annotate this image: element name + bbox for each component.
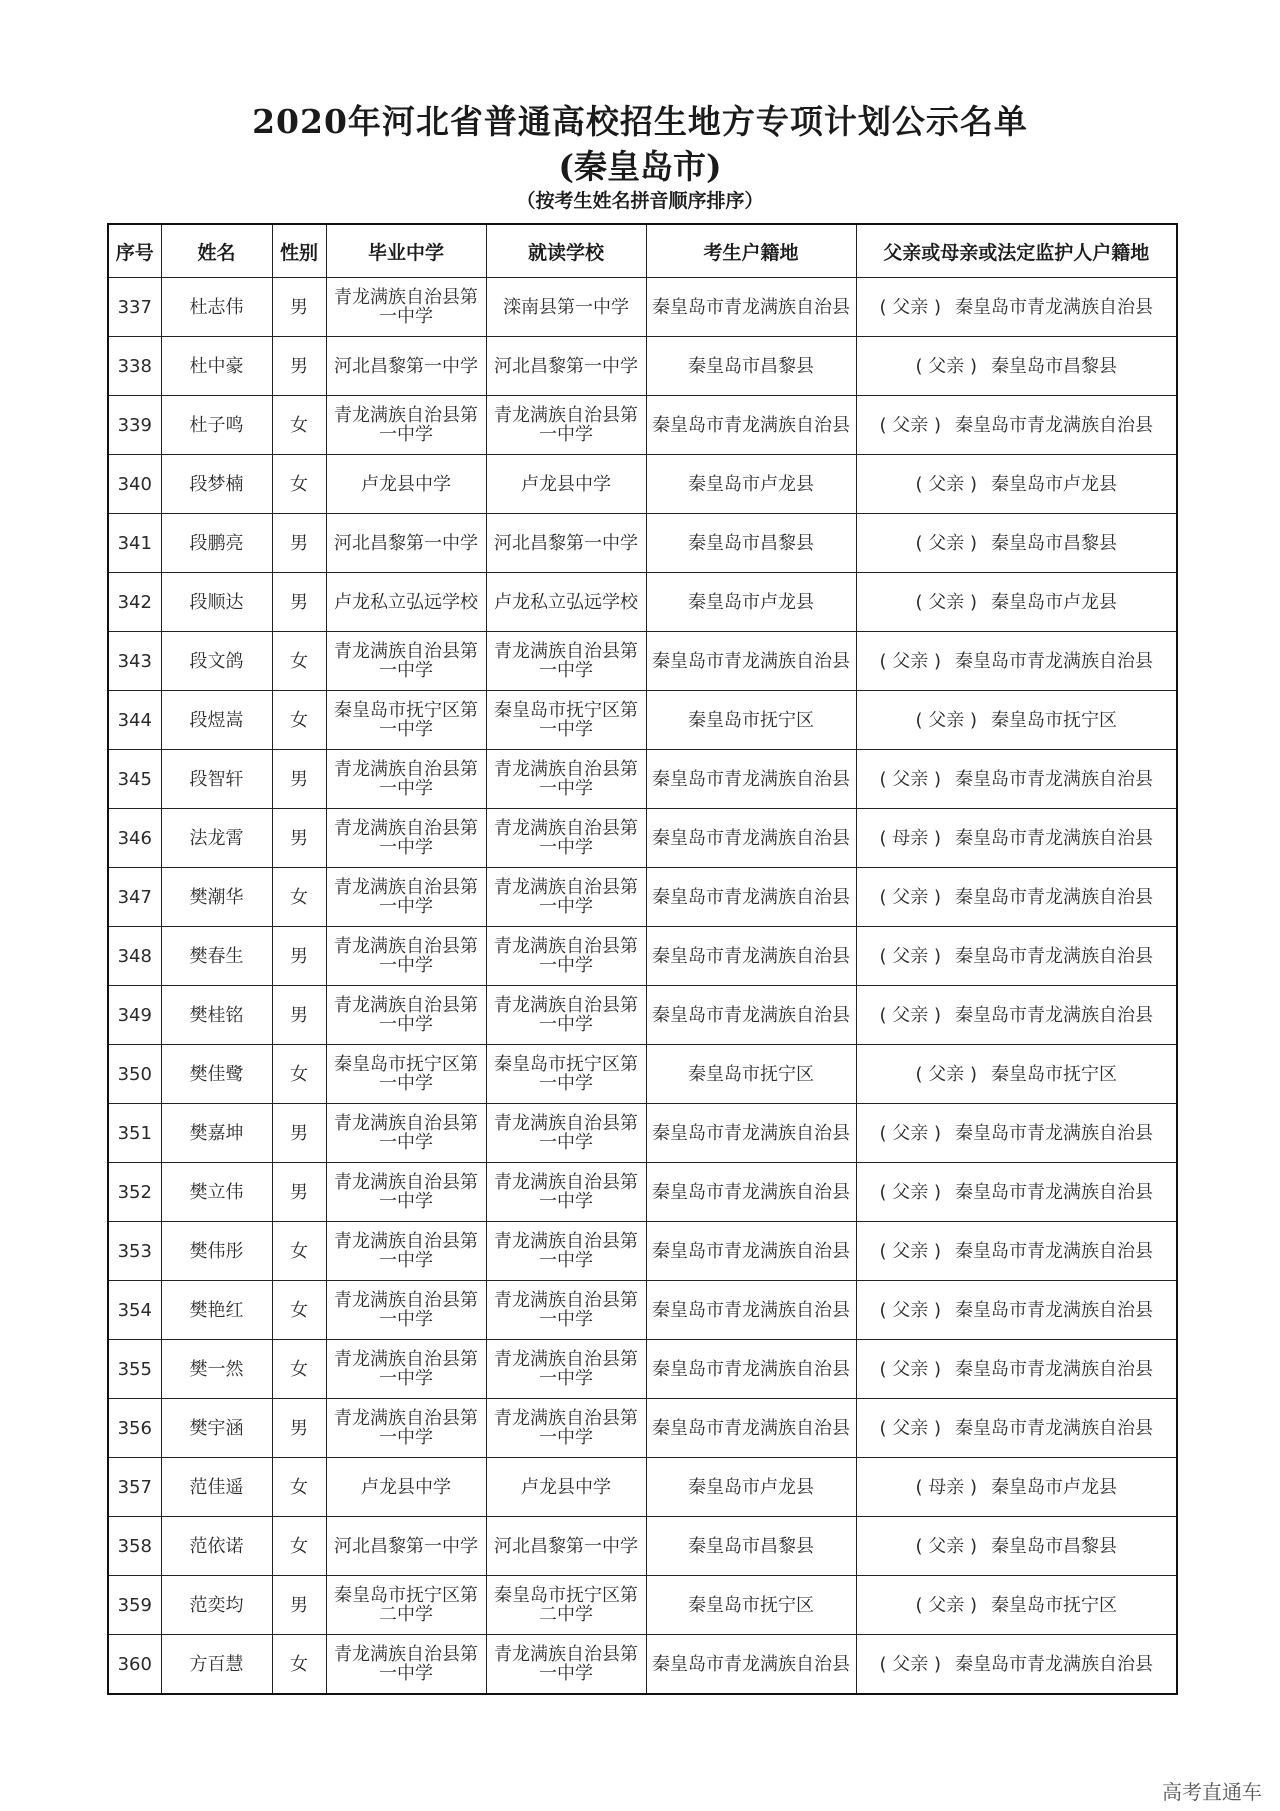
cell-name: 范依诺 xyxy=(161,1517,272,1576)
document-title: 2020年河北省普通高校招生地方专项计划公示名单 xyxy=(252,102,1028,141)
table-row xyxy=(108,1458,1177,1517)
cell-residence: 秦皇岛市青龙满族自治县 xyxy=(646,868,856,927)
cell-name: 樊伟彤 xyxy=(161,1222,272,1281)
guardian-residence: 秦皇岛市昌黎县 xyxy=(991,355,1117,377)
cell-residence: 秦皇岛市抚宁区 xyxy=(646,1045,856,1104)
cell-guardian xyxy=(856,1576,1177,1635)
cell-no: 350 xyxy=(108,1045,161,1104)
cell-grad-school: 青龙满族自治县第一中学 xyxy=(326,396,486,455)
cell-residence: 秦皇岛市青龙满族自治县 xyxy=(646,1399,856,1458)
header-guardian-residence: 父亲或母亲或法定监护人户籍地 xyxy=(856,224,1177,278)
table-row xyxy=(108,986,1177,1045)
guardian-residence: 秦皇岛市青龙满族自治县 xyxy=(955,414,1153,436)
guardian-relation: ( 父亲 ) xyxy=(879,414,941,436)
cell-no: 343 xyxy=(108,632,161,691)
cell-residence: 秦皇岛市青龙满族自治县 xyxy=(646,1222,856,1281)
guardian-residence: 秦皇岛市青龙满族自治县 xyxy=(955,768,1153,790)
table-row xyxy=(108,1281,1177,1340)
cell-gender: 女 xyxy=(272,396,326,455)
cell-guardian xyxy=(856,396,1177,455)
guardian-residence: 秦皇岛市昌黎县 xyxy=(991,1535,1117,1557)
cell-residence: 秦皇岛市青龙满族自治县 xyxy=(646,396,856,455)
cell-grad-school: 卢龙县中学 xyxy=(326,455,486,514)
cell-gender: 男 xyxy=(272,337,326,396)
document-subtitle: (秦皇岛市) xyxy=(558,147,722,186)
cell-no: 359 xyxy=(108,1576,161,1635)
table-row xyxy=(108,750,1177,809)
guardian-relation: ( 父亲 ) xyxy=(915,532,977,554)
table-row xyxy=(108,396,1177,455)
guardian-residence: 秦皇岛市青龙满族自治县 xyxy=(955,1653,1153,1675)
cell-grad-school: 青龙满族自治县第一中学 xyxy=(326,1281,486,1340)
cell-grad-school: 青龙满族自治县第一中学 xyxy=(326,1163,486,1222)
cell-grad-school: 卢龙私立弘远学校 xyxy=(326,573,486,632)
header-school: 就读学校 xyxy=(486,224,646,278)
guardian-residence: 秦皇岛市抚宁区 xyxy=(991,709,1117,731)
guardian-relation: ( 父亲 ) xyxy=(879,945,941,967)
cell-residence: 秦皇岛市青龙满族自治县 xyxy=(646,809,856,868)
cell-name: 段梦楠 xyxy=(161,455,272,514)
cell-grad-school: 青龙满族自治县第一中学 xyxy=(326,278,486,337)
guardian-residence: 秦皇岛市卢龙县 xyxy=(991,1476,1117,1498)
cell-school: 滦南县第一中学 xyxy=(486,278,646,337)
cell-grad-school: 河北昌黎第一中学 xyxy=(326,514,486,573)
cell-guardian xyxy=(856,691,1177,750)
cell-grad-school: 青龙满族自治县第一中学 xyxy=(326,1399,486,1458)
cell-name: 范佳遥 xyxy=(161,1458,272,1517)
guardian-relation: ( 父亲 ) xyxy=(915,1535,977,1557)
cell-gender: 女 xyxy=(272,1458,326,1517)
table-row xyxy=(108,809,1177,868)
cell-gender: 男 xyxy=(272,1576,326,1635)
cell-gender: 男 xyxy=(272,1399,326,1458)
cell-school: 青龙满族自治县第一中学 xyxy=(486,1340,646,1399)
cell-gender: 女 xyxy=(272,1635,326,1695)
cell-no: 351 xyxy=(108,1104,161,1163)
cell-guardian xyxy=(856,868,1177,927)
cell-gender: 女 xyxy=(272,632,326,691)
guardian-relation: ( 父亲 ) xyxy=(879,1653,941,1675)
cell-residence: 秦皇岛市昌黎县 xyxy=(646,1517,856,1576)
table-row xyxy=(108,632,1177,691)
cell-no: 337 xyxy=(108,278,161,337)
cell-name: 段顺达 xyxy=(161,573,272,632)
cell-no: 352 xyxy=(108,1163,161,1222)
cell-guardian xyxy=(856,1163,1177,1222)
cell-name: 范奕均 xyxy=(161,1576,272,1635)
cell-name: 樊一然 xyxy=(161,1340,272,1399)
cell-residence: 秦皇岛市卢龙县 xyxy=(646,573,856,632)
cell-school: 秦皇岛市抚宁区第一中学 xyxy=(486,691,646,750)
cell-name: 樊立伟 xyxy=(161,1163,272,1222)
cell-guardian xyxy=(856,750,1177,809)
table-row xyxy=(108,514,1177,573)
cell-no: 349 xyxy=(108,986,161,1045)
cell-gender: 男 xyxy=(272,1104,326,1163)
cell-grad-school: 青龙满族自治县第一中学 xyxy=(326,1340,486,1399)
cell-guardian xyxy=(856,455,1177,514)
cell-school: 青龙满族自治县第一中学 xyxy=(486,1281,646,1340)
cell-gender: 女 xyxy=(272,1281,326,1340)
table-row xyxy=(108,337,1177,396)
cell-guardian xyxy=(856,278,1177,337)
cell-name: 樊宇涵 xyxy=(161,1399,272,1458)
cell-guardian xyxy=(856,1458,1177,1517)
table-row xyxy=(108,1576,1177,1635)
table-row xyxy=(108,1399,1177,1458)
cell-residence: 秦皇岛市青龙满族自治县 xyxy=(646,278,856,337)
guardian-relation: ( 父亲 ) xyxy=(879,1181,941,1203)
cell-gender: 男 xyxy=(272,809,326,868)
cell-residence: 秦皇岛市青龙满族自治县 xyxy=(646,750,856,809)
table-row xyxy=(108,1517,1177,1576)
table-body xyxy=(108,278,1177,1695)
sort-note: （按考生姓名拼音顺序排序） xyxy=(516,190,764,212)
cell-gender: 女 xyxy=(272,1340,326,1399)
cell-school: 卢龙县中学 xyxy=(486,1458,646,1517)
cell-name: 杜子鸣 xyxy=(161,396,272,455)
cell-school: 青龙满族自治县第一中学 xyxy=(486,986,646,1045)
guardian-relation: ( 父亲 ) xyxy=(915,1594,977,1616)
cell-guardian xyxy=(856,1517,1177,1576)
guardian-residence: 秦皇岛市抚宁区 xyxy=(991,1594,1117,1616)
table-row xyxy=(108,691,1177,750)
cell-gender: 男 xyxy=(272,573,326,632)
cell-residence: 秦皇岛市青龙满族自治县 xyxy=(646,1104,856,1163)
cell-name: 樊佳鹭 xyxy=(161,1045,272,1104)
table-header-row xyxy=(108,224,1177,278)
cell-guardian xyxy=(856,573,1177,632)
cell-name: 段煜嵩 xyxy=(161,691,272,750)
cell-grad-school: 青龙满族自治县第一中学 xyxy=(326,1635,486,1695)
guardian-residence: 秦皇岛市青龙满族自治县 xyxy=(955,827,1153,849)
guardian-residence: 秦皇岛市青龙满族自治县 xyxy=(955,1181,1153,1203)
cell-no: 353 xyxy=(108,1222,161,1281)
cell-residence: 秦皇岛市青龙满族自治县 xyxy=(646,986,856,1045)
cell-residence: 秦皇岛市青龙满族自治县 xyxy=(646,632,856,691)
cell-grad-school: 青龙满族自治县第一中学 xyxy=(326,632,486,691)
cell-guardian xyxy=(856,1045,1177,1104)
guardian-residence: 秦皇岛市青龙满族自治县 xyxy=(955,1299,1153,1321)
cell-guardian xyxy=(856,337,1177,396)
cell-school: 河北昌黎第一中学 xyxy=(486,337,646,396)
cell-residence: 秦皇岛市卢龙县 xyxy=(646,455,856,514)
cell-no: 342 xyxy=(108,573,161,632)
cell-no: 344 xyxy=(108,691,161,750)
cell-no: 340 xyxy=(108,455,161,514)
cell-guardian xyxy=(856,1399,1177,1458)
guardian-residence: 秦皇岛市昌黎县 xyxy=(991,532,1117,554)
guardian-residence: 秦皇岛市青龙满族自治县 xyxy=(955,1358,1153,1380)
cell-name: 樊潮华 xyxy=(161,868,272,927)
cell-gender: 男 xyxy=(272,278,326,337)
guardian-relation: ( 父亲 ) xyxy=(879,1004,941,1026)
cell-grad-school: 青龙满族自治县第一中学 xyxy=(326,868,486,927)
cell-guardian xyxy=(856,1340,1177,1399)
table-row xyxy=(108,868,1177,927)
cell-residence: 秦皇岛市昌黎县 xyxy=(646,337,856,396)
guardian-residence: 秦皇岛市青龙满族自治县 xyxy=(955,650,1153,672)
cell-name: 段鹏亮 xyxy=(161,514,272,573)
header-gender: 性别 xyxy=(272,224,326,278)
cell-grad-school: 秦皇岛市抚宁区第一中学 xyxy=(326,691,486,750)
cell-gender: 男 xyxy=(272,750,326,809)
cell-residence: 秦皇岛市抚宁区 xyxy=(646,691,856,750)
cell-school: 青龙满族自治县第一中学 xyxy=(486,750,646,809)
cell-guardian xyxy=(856,632,1177,691)
guardian-relation: ( 母亲 ) xyxy=(915,1476,977,1498)
header-residence: 考生户籍地 xyxy=(646,224,856,278)
cell-no: 360 xyxy=(108,1635,161,1695)
guardian-relation: ( 父亲 ) xyxy=(915,473,977,495)
guardian-residence: 秦皇岛市卢龙县 xyxy=(991,591,1117,613)
table-row xyxy=(108,455,1177,514)
cell-school: 秦皇岛市抚宁区第一中学 xyxy=(486,1045,646,1104)
header-grad-school: 毕业中学 xyxy=(326,224,486,278)
guardian-residence: 秦皇岛市青龙满族自治县 xyxy=(955,945,1153,967)
cell-school: 卢龙私立弘远学校 xyxy=(486,573,646,632)
guardian-residence: 秦皇岛市青龙满族自治县 xyxy=(955,1417,1153,1439)
cell-school: 卢龙县中学 xyxy=(486,455,646,514)
cell-name: 段文鸽 xyxy=(161,632,272,691)
guardian-relation: ( 父亲 ) xyxy=(879,296,941,318)
cell-school: 青龙满族自治县第一中学 xyxy=(486,396,646,455)
cell-no: 341 xyxy=(108,514,161,573)
guardian-residence: 秦皇岛市青龙满族自治县 xyxy=(955,1240,1153,1262)
cell-grad-school: 青龙满族自治县第一中学 xyxy=(326,809,486,868)
cell-name: 段智轩 xyxy=(161,750,272,809)
cell-residence: 秦皇岛市青龙满族自治县 xyxy=(646,1163,856,1222)
cell-grad-school: 河北昌黎第一中学 xyxy=(326,337,486,396)
cell-name: 樊春生 xyxy=(161,927,272,986)
cell-name: 法龙霄 xyxy=(161,809,272,868)
cell-residence: 秦皇岛市昌黎县 xyxy=(646,514,856,573)
guardian-relation: ( 父亲 ) xyxy=(879,1417,941,1439)
table-row xyxy=(108,278,1177,337)
table-row xyxy=(108,1163,1177,1222)
cell-school: 河北昌黎第一中学 xyxy=(486,514,646,573)
cell-gender: 男 xyxy=(272,986,326,1045)
cell-grad-school: 秦皇岛市抚宁区第一中学 xyxy=(326,1045,486,1104)
guardian-residence: 秦皇岛市抚宁区 xyxy=(991,1063,1117,1085)
cell-grad-school: 卢龙县中学 xyxy=(326,1458,486,1517)
guardian-relation: ( 父亲 ) xyxy=(915,591,977,613)
table-row xyxy=(108,1045,1177,1104)
cell-school: 青龙满族自治县第一中学 xyxy=(486,1635,646,1695)
table-row xyxy=(108,573,1177,632)
header-no: 序号 xyxy=(108,224,161,278)
roster-table xyxy=(107,223,1178,1695)
cell-gender: 女 xyxy=(272,691,326,750)
cell-school: 秦皇岛市抚宁区第二中学 xyxy=(486,1576,646,1635)
cell-no: 355 xyxy=(108,1340,161,1399)
guardian-relation: ( 父亲 ) xyxy=(879,886,941,908)
guardian-relation: ( 父亲 ) xyxy=(915,709,977,731)
cell-residence: 秦皇岛市青龙满族自治县 xyxy=(646,1340,856,1399)
cell-guardian xyxy=(856,1281,1177,1340)
cell-guardian xyxy=(856,514,1177,573)
cell-gender: 男 xyxy=(272,927,326,986)
cell-name: 方百慧 xyxy=(161,1635,272,1695)
guardian-residence: 秦皇岛市青龙满族自治县 xyxy=(955,1004,1153,1026)
cell-no: 357 xyxy=(108,1458,161,1517)
cell-name: 杜中豪 xyxy=(161,337,272,396)
cell-grad-school: 青龙满族自治县第一中学 xyxy=(326,986,486,1045)
cell-residence: 秦皇岛市青龙满族自治县 xyxy=(646,1281,856,1340)
table-row xyxy=(108,1635,1177,1695)
cell-guardian xyxy=(856,1635,1177,1695)
cell-no: 339 xyxy=(108,396,161,455)
cell-gender: 男 xyxy=(272,514,326,573)
cell-school: 青龙满族自治县第一中学 xyxy=(486,1399,646,1458)
cell-school: 青龙满族自治县第一中学 xyxy=(486,632,646,691)
cell-grad-school: 青龙满族自治县第一中学 xyxy=(326,927,486,986)
cell-name: 樊嘉坤 xyxy=(161,1104,272,1163)
cell-no: 347 xyxy=(108,868,161,927)
guardian-residence: 秦皇岛市卢龙县 xyxy=(991,473,1117,495)
guardian-residence: 秦皇岛市青龙满族自治县 xyxy=(955,296,1153,318)
cell-name: 樊艳红 xyxy=(161,1281,272,1340)
table-row xyxy=(108,1340,1177,1399)
cell-guardian xyxy=(856,986,1177,1045)
guardian-relation: ( 父亲 ) xyxy=(879,1122,941,1144)
cell-residence: 秦皇岛市抚宁区 xyxy=(646,1576,856,1635)
cell-school: 青龙满族自治县第一中学 xyxy=(486,1104,646,1163)
cell-gender: 女 xyxy=(272,1222,326,1281)
cell-gender: 女 xyxy=(272,455,326,514)
cell-school: 青龙满族自治县第一中学 xyxy=(486,809,646,868)
cell-gender: 女 xyxy=(272,1517,326,1576)
cell-residence: 秦皇岛市卢龙县 xyxy=(646,1458,856,1517)
cell-school: 青龙满族自治县第一中学 xyxy=(486,868,646,927)
cell-guardian xyxy=(856,1104,1177,1163)
cell-residence: 秦皇岛市青龙满族自治县 xyxy=(646,1635,856,1695)
guardian-relation: ( 父亲 ) xyxy=(879,768,941,790)
guardian-relation: ( 母亲 ) xyxy=(879,827,941,849)
guardian-residence: 秦皇岛市青龙满族自治县 xyxy=(955,1122,1153,1144)
cell-no: 356 xyxy=(108,1399,161,1458)
cell-school: 青龙满族自治县第一中学 xyxy=(486,1163,646,1222)
cell-name: 樊桂铭 xyxy=(161,986,272,1045)
cell-school: 青龙满族自治县第一中学 xyxy=(486,1222,646,1281)
cell-school: 河北昌黎第一中学 xyxy=(486,1517,646,1576)
header-name: 姓名 xyxy=(161,224,272,278)
guardian-relation: ( 父亲 ) xyxy=(879,1358,941,1380)
cell-guardian xyxy=(856,927,1177,986)
cell-grad-school: 青龙满族自治县第一中学 xyxy=(326,1104,486,1163)
cell-no: 346 xyxy=(108,809,161,868)
guardian-relation: ( 父亲 ) xyxy=(915,355,977,377)
cell-no: 358 xyxy=(108,1517,161,1576)
watermark: 高考直通车 xyxy=(1162,1780,1262,1804)
table-row xyxy=(108,1104,1177,1163)
cell-gender: 女 xyxy=(272,1045,326,1104)
table-row xyxy=(108,1222,1177,1281)
cell-grad-school: 秦皇岛市抚宁区第二中学 xyxy=(326,1576,486,1635)
cell-grad-school: 河北昌黎第一中学 xyxy=(326,1517,486,1576)
guardian-relation: ( 父亲 ) xyxy=(915,1063,977,1085)
cell-guardian xyxy=(856,809,1177,868)
guardian-relation: ( 父亲 ) xyxy=(879,1240,941,1262)
cell-no: 354 xyxy=(108,1281,161,1340)
guardian-relation: ( 父亲 ) xyxy=(879,650,941,672)
cell-grad-school: 青龙满族自治县第一中学 xyxy=(326,1222,486,1281)
cell-no: 345 xyxy=(108,750,161,809)
table-row xyxy=(108,927,1177,986)
cell-no: 338 xyxy=(108,337,161,396)
guardian-residence: 秦皇岛市青龙满族自治县 xyxy=(955,886,1153,908)
cell-school: 青龙满族自治县第一中学 xyxy=(486,927,646,986)
cell-gender: 女 xyxy=(272,868,326,927)
cell-guardian xyxy=(856,1222,1177,1281)
cell-name: 杜志伟 xyxy=(161,278,272,337)
cell-grad-school: 青龙满族自治县第一中学 xyxy=(326,750,486,809)
guardian-relation: ( 父亲 ) xyxy=(879,1299,941,1321)
cell-no: 348 xyxy=(108,927,161,986)
cell-gender: 男 xyxy=(272,1163,326,1222)
cell-residence: 秦皇岛市青龙满族自治县 xyxy=(646,927,856,986)
